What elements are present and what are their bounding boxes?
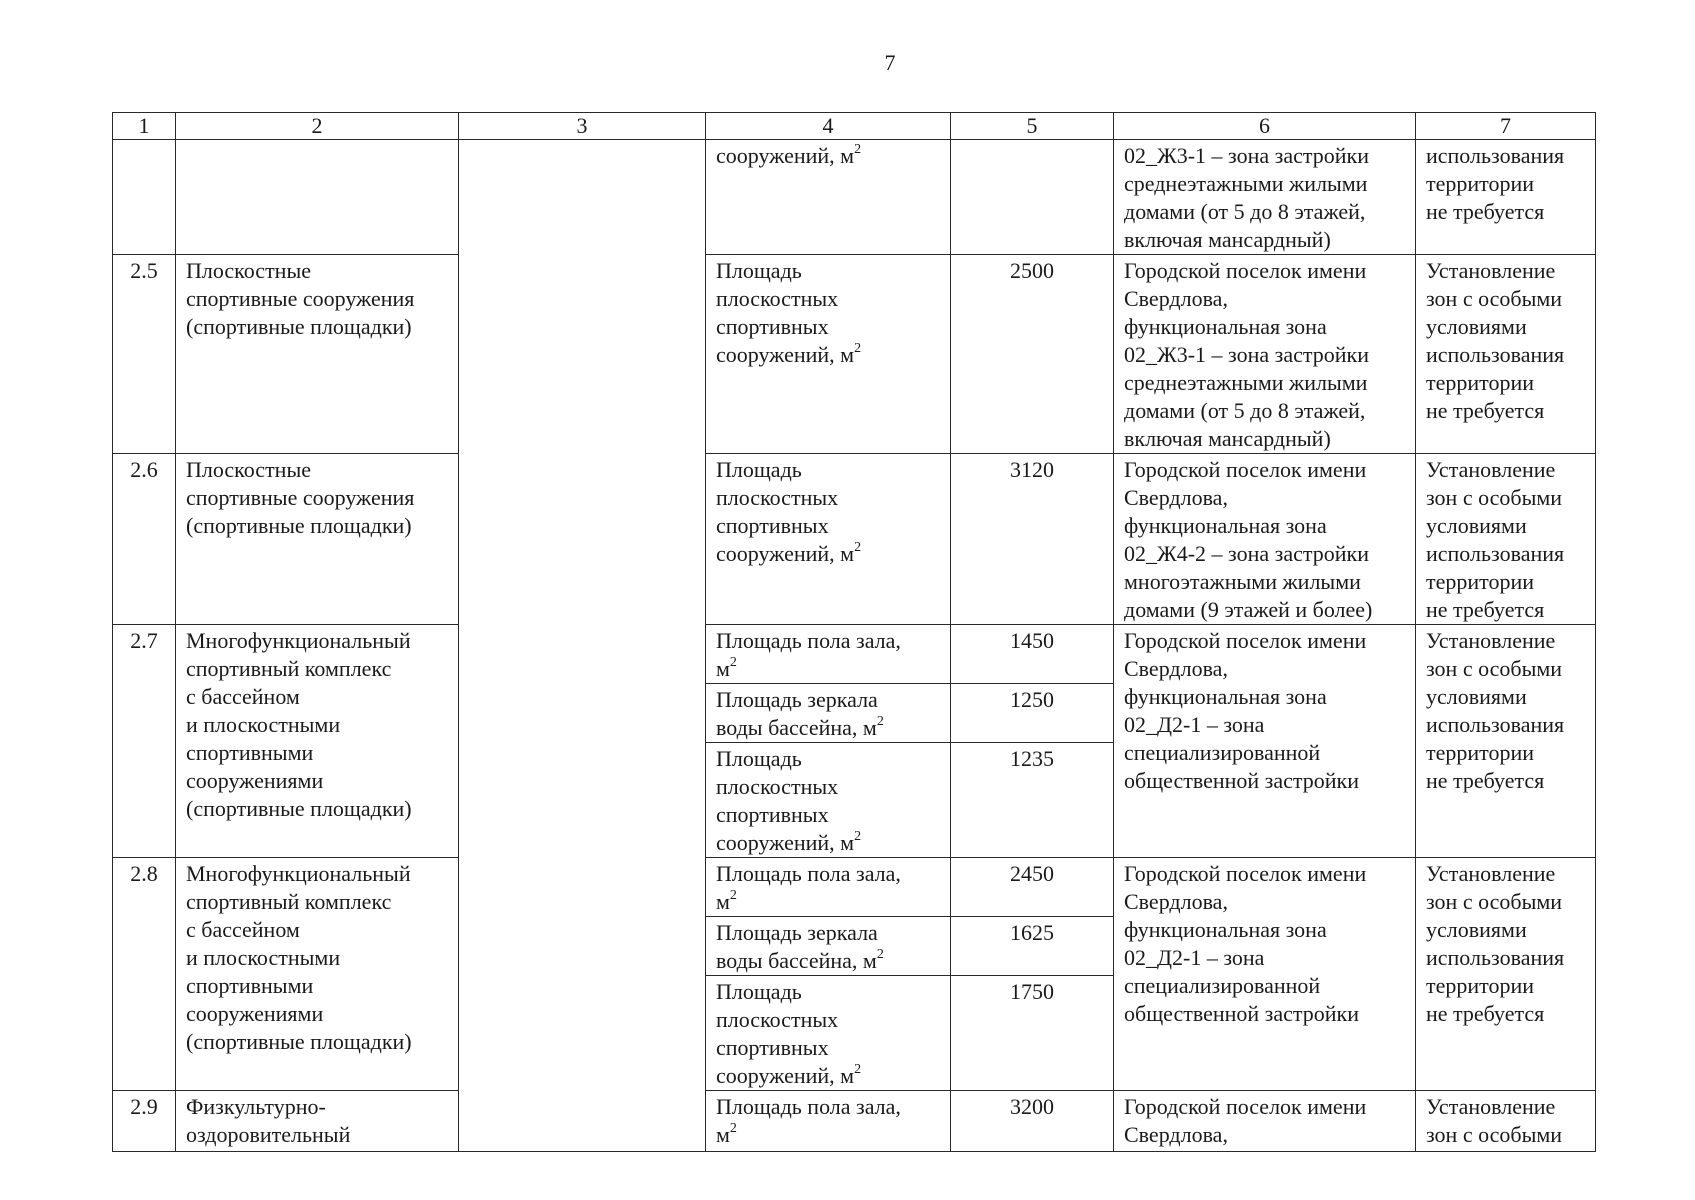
object-name: Плоскостные спортивные сооружения (спортивные площадки) (176, 454, 459, 625)
header-col-5: 5 (951, 113, 1114, 140)
object-name (176, 140, 459, 255)
indicator-sup: 2 (854, 340, 862, 356)
object-name: Физкультурно- оздоровительный (176, 1091, 459, 1152)
zone-cell: Городской поселок имени Свердлова, функциональная зона 02_Д2-1 – зона специализированной общественной застройки (1114, 858, 1416, 1091)
indicator-cell (706, 255, 951, 454)
value-cell: 1450 (951, 625, 1114, 684)
table-row-continuation (113, 140, 1596, 255)
table-row-2-8 (113, 858, 1596, 917)
table-row-2-5 (113, 255, 1596, 454)
indicator-sup: 2 (876, 713, 884, 729)
indicator-cell (706, 858, 951, 917)
note-cell: Установление зон с особыми условиями использования территории не требуется (1416, 255, 1596, 454)
indicator-sup: 2 (854, 141, 862, 157)
value-cell: 3200 (951, 1091, 1114, 1152)
indicator-cell (706, 625, 951, 684)
zone-cell: Городской поселок имени Свердлова, (1114, 1091, 1416, 1152)
table-row-2-7 (113, 625, 1596, 684)
indicator-cell (706, 917, 951, 976)
note-cell: использования территории не требуется (1416, 140, 1596, 255)
header-col-1: 1 (113, 113, 176, 140)
indicator-text: Площадь плоскостных спортивных сооружений, м (716, 457, 855, 566)
zone-cell: Городской поселок имени Свердлова, функциональная зона 02_Д2-1 – зона специализированной общественной застройки (1114, 625, 1416, 858)
zoning-table (112, 112, 1596, 1152)
object-name: Многофункциональный спортивный комплекс с бассейном и плоскостными спортивными сооружениями (спортивные площадки) (176, 858, 459, 1091)
value-cell: 1625 (951, 917, 1114, 976)
indicator-cell (706, 140, 951, 255)
indicator-sup: 2 (854, 1061, 862, 1077)
indicator-sup: 2 (854, 828, 862, 844)
indicator-cell (706, 976, 951, 1091)
note-cell: Установление зон с особыми (1416, 1091, 1596, 1152)
zone-cell: Городской поселок имени Свердлова, функциональная зона 02_Ж4-2 – зона застройки многоэтажными жилыми домами (9 этажей и более) (1114, 454, 1416, 625)
object-name: Многофункциональный спортивный комплекс с бассейном и плоскостными спортивными сооружениями (спортивные площадки) (176, 625, 459, 858)
indicator-sup: 2 (876, 946, 884, 962)
indicator-text: Площадь зеркала воды бассейна, м (716, 687, 878, 740)
indicator-text: Площадь плоскостных спортивных сооружений, м (716, 979, 855, 1088)
indicator-sup: 2 (854, 539, 862, 555)
indicator-text: Площадь плоскостных спортивных сооружений, м (716, 746, 855, 855)
table-row-2-6 (113, 454, 1596, 625)
note-cell: Установление зон с особыми условиями использования территории не требуется (1416, 625, 1596, 858)
indicator-cell (706, 454, 951, 625)
indicator-text: Площадь пола зала, м (716, 628, 901, 681)
indicator-text: Площадь плоскостных спортивных сооружений, м (716, 258, 855, 367)
indicator-sup: 2 (729, 654, 737, 670)
indicator-sup: 2 (729, 887, 737, 903)
header-col-6: 6 (1114, 113, 1416, 140)
indicator-cell (706, 1091, 951, 1152)
indicator-cell (706, 684, 951, 743)
object-name: Плоскостные спортивные сооружения (спортивные площадки) (176, 255, 459, 454)
row-number: 2.9 (113, 1091, 176, 1152)
indicator-sup: 2 (729, 1120, 737, 1136)
column-3-empty (459, 140, 706, 1152)
value-cell: 1250 (951, 684, 1114, 743)
value-cell: 1235 (951, 743, 1114, 858)
row-number: 2.7 (113, 625, 176, 858)
value-cell (951, 140, 1114, 255)
page-number: 7 (884, 50, 896, 75)
header-row (113, 113, 1596, 140)
indicator-text: сооружений, м (716, 143, 855, 168)
indicator-text: Площадь пола зала, м (716, 861, 901, 914)
header-col-4: 4 (706, 113, 951, 140)
note-cell: Установление зон с особыми условиями использования территории не требуется (1416, 454, 1596, 625)
value-cell: 3120 (951, 454, 1114, 625)
value-cell: 2500 (951, 255, 1114, 454)
row-number: 2.8 (113, 858, 176, 1091)
header-col-2: 2 (176, 113, 459, 140)
zone-cell: 02_Ж3-1 – зона застройки среднеэтажными жилыми домами (от 5 до 8 этажей, включая мансардный) (1114, 140, 1416, 255)
indicator-text: Площадь пола зала, м (716, 1094, 901, 1147)
header-col-3: 3 (459, 113, 706, 140)
zone-cell: Городской поселок имени Свердлова, функциональная зона 02_Ж3-1 – зона застройки среднеэтажными жилыми домами (от 5 до 8 этажей, включая мансардный) (1114, 255, 1416, 454)
note-cell: Установление зон с особыми условиями использования территории не требуется (1416, 858, 1596, 1091)
row-number (113, 140, 176, 255)
header-col-7: 7 (1416, 113, 1596, 140)
value-cell: 1750 (951, 976, 1114, 1091)
row-number: 2.6 (113, 454, 176, 625)
value-cell: 2450 (951, 858, 1114, 917)
indicator-text: Площадь зеркала воды бассейна, м (716, 920, 878, 973)
table-row-2-9 (113, 1091, 1596, 1152)
indicator-cell (706, 743, 951, 858)
row-number: 2.5 (113, 255, 176, 454)
